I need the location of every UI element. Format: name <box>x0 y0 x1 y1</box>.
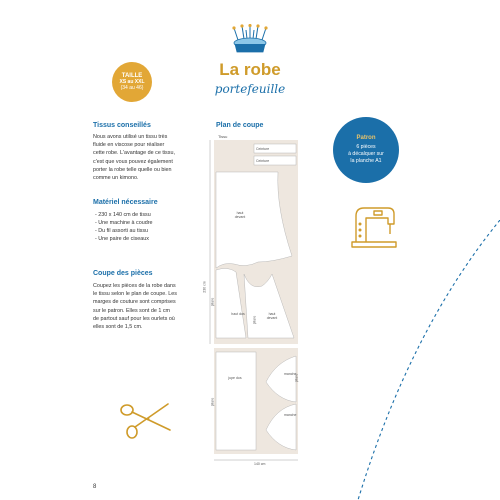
scissors-icon <box>118 398 174 442</box>
jupe-dos-label: jupe dos <box>228 376 242 380</box>
haut-devant-label: haut devant <box>234 211 246 219</box>
haut-dos-label: haut dos <box>231 312 245 316</box>
size-badge-label: TAILLE <box>121 73 143 79</box>
cutting-line: le tissu selon le plan de coupe. Les <box>93 291 177 298</box>
ceinture-label: Ceinture <box>256 159 270 163</box>
cutting-line: de partout sauf pour les ourlets où <box>93 315 175 322</box>
cutting-section-text <box>93 282 203 331</box>
fabric-section-text <box>93 133 203 182</box>
pincushion-icon <box>228 24 272 56</box>
fold-label: pliure <box>210 397 215 407</box>
height-dimension-label: 230 cm <box>202 281 207 293</box>
jupe-dos-piece <box>216 352 256 450</box>
width-dimension-label: 140 cm <box>254 462 266 466</box>
materials-list <box>95 211 153 243</box>
fabric-line: comme un kimono. <box>93 175 139 182</box>
plan-title: Plan de coupe <box>216 122 264 129</box>
page-subtitle: portefeuille <box>214 82 286 96</box>
patron-line: la planche A1 <box>350 158 382 164</box>
patron-line: 6 pièces <box>356 144 376 150</box>
size-badge-equiv: (34 au 46) <box>120 85 144 91</box>
list-item: - Du fil assorti au tissu <box>95 228 149 234</box>
patron-badge <box>333 117 399 183</box>
fabric-line: porter la robe telle quelle ou bien <box>93 166 172 173</box>
fold-label: pliure <box>210 297 215 307</box>
cutting-line: sur le patron. Elles sont de 1 cm <box>93 307 171 314</box>
ceinture-label: Ceinture <box>256 147 270 151</box>
page-title: La robe <box>219 60 281 79</box>
fabric-label: Tissu <box>218 134 228 139</box>
cutting-line: elles sont de 1,5 cm. <box>93 324 143 331</box>
cutting-section-title: Coupe des pièces <box>93 270 153 277</box>
cutting-line: Coupez les pièces de la robe dans <box>93 283 176 289</box>
list-item: - Une machine à coudre <box>95 220 153 226</box>
fabric-line: Nous avons utilisé un tissu très <box>93 134 168 140</box>
fabric-line: cette robe. L'avantage de ce tissu, <box>93 150 175 157</box>
page-number: 8 <box>93 484 97 490</box>
manche-label: manche <box>284 372 297 376</box>
size-badge-range: XS au XXL <box>119 79 145 85</box>
size-badge <box>112 62 152 102</box>
fold-label: pliure <box>294 373 299 383</box>
fabric-line: c'est que vous pouvez également <box>93 158 173 165</box>
fabric-section-title: Tissus conseillés <box>93 122 151 129</box>
manche-label: manche <box>284 413 297 417</box>
list-item: - Une paire de ciseaux <box>95 236 149 242</box>
materials-section-title: Matériel nécessaire <box>93 199 158 206</box>
patron-line: à décalquer sur <box>348 151 384 157</box>
stitch-line-decoration <box>330 220 500 500</box>
cutting-line: marges de couture sont comprises <box>93 299 176 306</box>
list-item: - 230 x 140 cm de tissu <box>95 212 151 218</box>
haut-devant-label: haut devant <box>266 312 278 320</box>
fold-label: pliure <box>252 315 257 325</box>
patron-title: Patron <box>356 135 376 141</box>
fabric-line: fluide en viscose pour réaliser <box>93 142 165 149</box>
